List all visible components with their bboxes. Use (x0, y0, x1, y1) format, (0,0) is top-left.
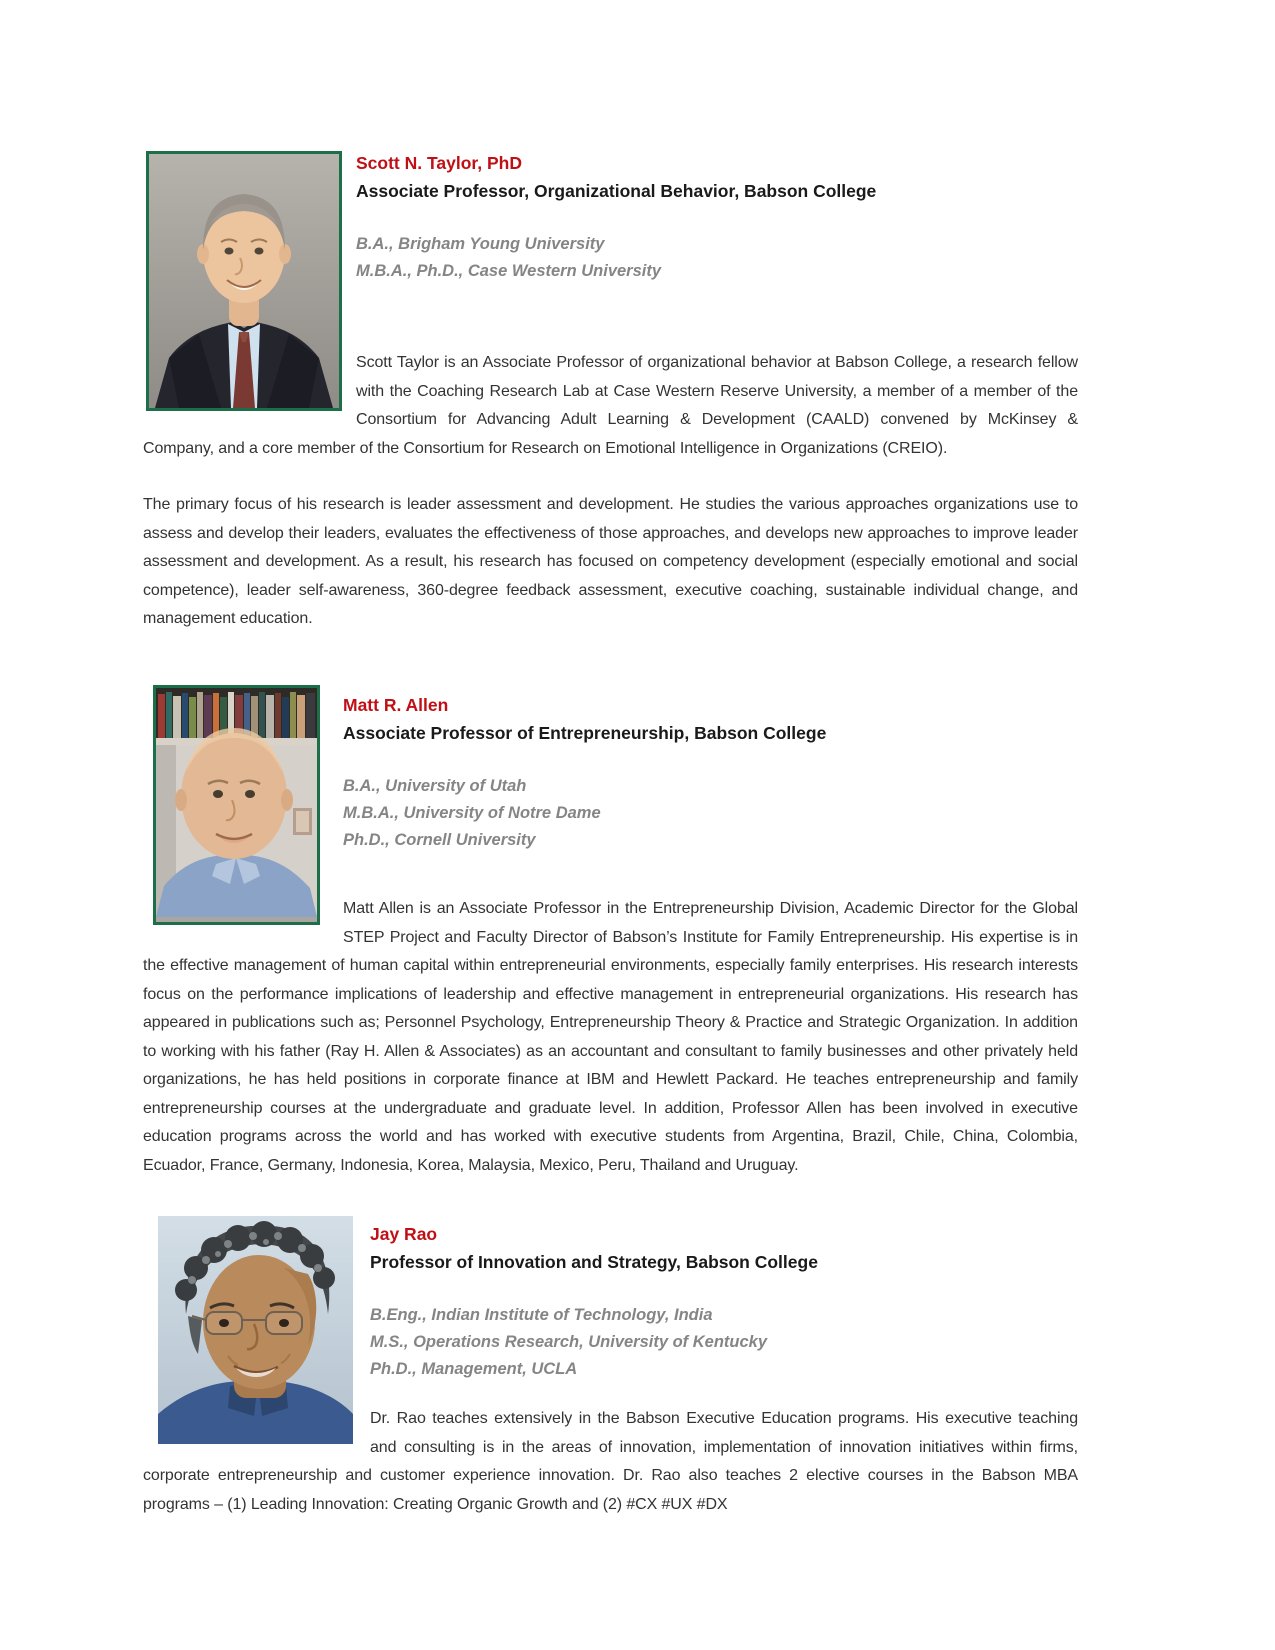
portrait-photo-jay-rao (158, 1216, 353, 1444)
photo-frame-scott-taylor (146, 151, 342, 411)
person-title: Associate Professor, Organizational Behavior, Babson College (356, 181, 877, 201)
person-name: Scott N. Taylor, PhD (356, 153, 522, 173)
photo-frame-matt-allen (153, 685, 320, 925)
education-line: Ph.D., Cornell University (343, 831, 536, 849)
bio-section-matt-allen (143, 685, 1078, 1180)
education-line: Ph.D., Management, UCLA (370, 1360, 578, 1378)
bio-section-jay-rao (143, 1214, 1078, 1519)
education-line: M.B.A., Ph.D., Case Western University (356, 262, 662, 280)
education-line: M.B.A., University of Notre Dame (343, 804, 601, 822)
photo-frame-jay-rao (158, 1216, 353, 1444)
education-line: B.A., Brigham Young University (356, 235, 605, 253)
education-line: B.A., University of Utah (343, 777, 527, 795)
bio-paragraph: Scott Taylor is an Associate Professor of organizational behavior at Babson College, a research fellow with the Coaching Research Lab at Case Western Reserve University, a member of a member of the Consortium for Advancing Adult Learning & Development (CAALD) convened by McKinsey & Company, and a core member of the Consortium for Research on Emotional Intelligence in Organizations (CREIO). (143, 354, 1078, 457)
portrait-photo-scott-taylor (149, 154, 339, 408)
bio-paragraph: Dr. Rao teaches extensively in the Babson Executive Education programs. His executive teaching and consulting is in the areas of innovation, implementation of innovation initiatives within firms, corporate entrepreneurship and customer experience innovation. Dr. Rao also teaches 2 elective courses in the Babson MBA programs – (1) Leading Innovation: Creating Organic Growth and (2) #CX #UX #DX (143, 1410, 1078, 1513)
education-line: B.Eng., Indian Institute of Technology, India (370, 1306, 713, 1324)
bio-section-scott-taylor (143, 143, 1078, 634)
person-title: Professor of Innovation and Strategy, Babson College (370, 1252, 818, 1272)
portrait-photo-matt-allen (156, 688, 317, 917)
person-title: Associate Professor of Entrepreneurship, Babson College (343, 723, 827, 743)
person-name: Jay Rao (370, 1224, 438, 1244)
bio-paragraph: Matt Allen is an Associate Professor in the Entrepreneurship Division, Academic Director for the Global STEP Project and Faculty Director of Babson’s Institute for Family Entrepreneurship. His expertise is in the effective management of human capital within entrepreneurial environments, especially family enterprises. His research interests focus on the performance implications of leadership and effective management in entrepreneurial organizations. His research has appeared in publications such as; Personnel Psychology, Entrepreneurship Theory & Practice and Strategic Organization. In addition to working with his father (Ray H. Allen & Associates) as an accountant and consultant to family businesses and other privately held organizations, he has held positions in corporate finance at IBM and Hewlett Packard. He teaches entrepreneurship and family entrepreneurship courses at the undergraduate and graduate level. In addition, Professor Allen has been involved in executive education programs across the world and has worked with executive students from Argentina, Brazil, Chile, China, Colombia, Ecuador, France, Germany, Indonesia, Korea, Malaysia, Mexico, Peru, Thailand and Uruguay. (143, 900, 1078, 1174)
education-line: M.S., Operations Research, University of Kentucky (370, 1333, 768, 1351)
bio-paragraph: The primary focus of his research is leader assessment and development. He studies the various approaches organizations use to assess and develop their leaders, evaluates the effectiveness of those approaches, and develops new approaches to improve leader assessment and development. As a result, his research has focused on competency development (especially emotional and social competence), leader self-awareness, 360-degree feedback assessment, executive coaching, sustainable individual change, and management education. (143, 496, 1078, 627)
person-name: Matt R. Allen (343, 695, 449, 715)
